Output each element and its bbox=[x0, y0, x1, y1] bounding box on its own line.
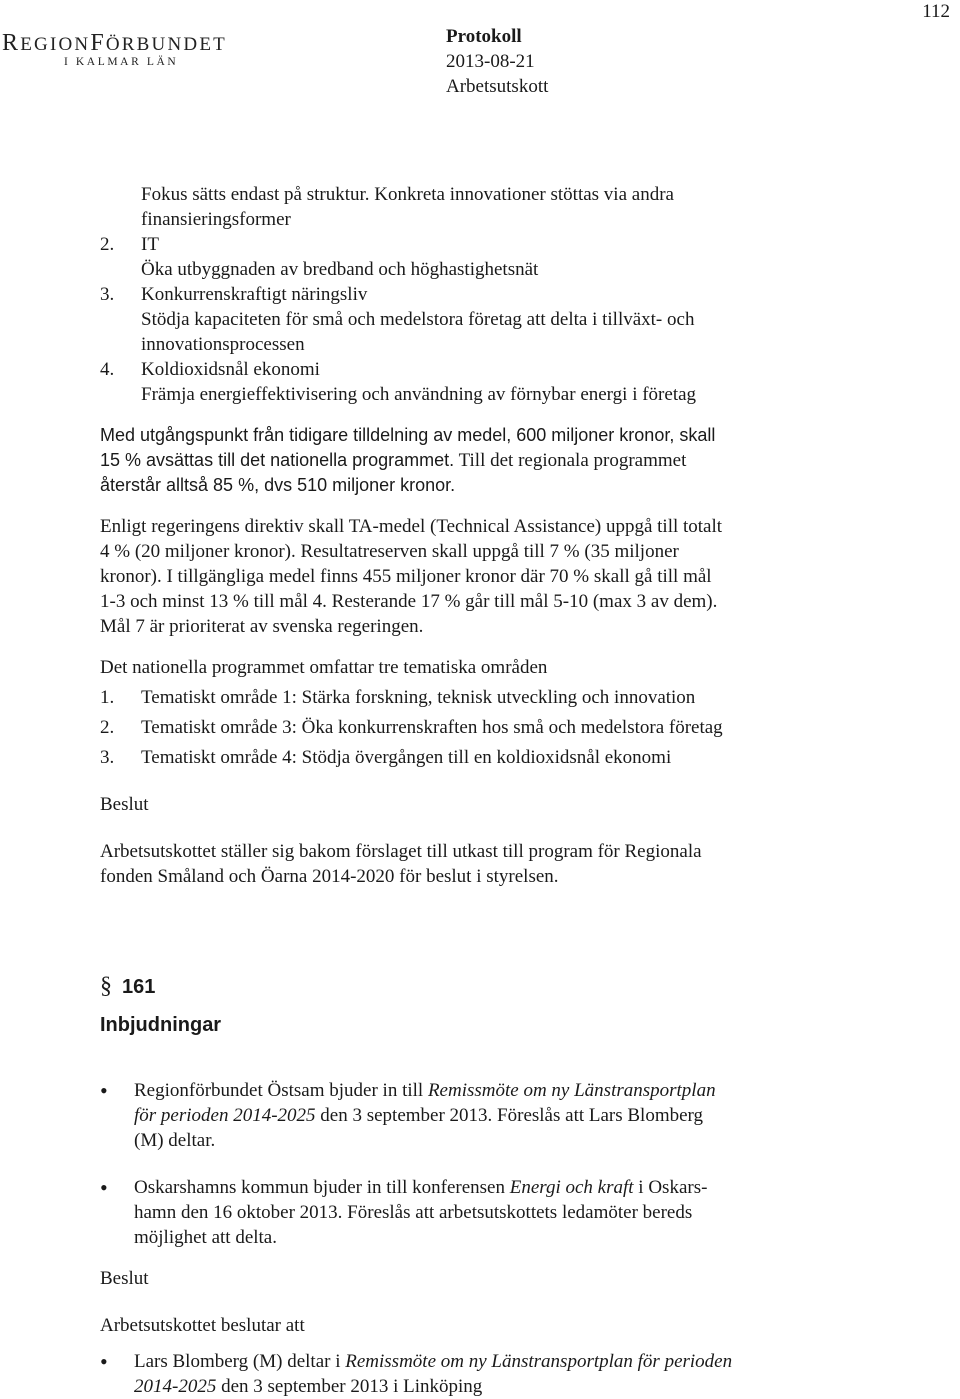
theme-item: 3. Tematiskt område 4: Stödja övergången till en koldioxidsnål ekonomi bbox=[100, 747, 672, 768]
document-type: Protokoll bbox=[446, 26, 522, 47]
document-content bbox=[100, 182, 860, 1399]
list-item: 4. Koldioxidsnål ekonomi Främja energieffektivisering och användning av förnybar energi i företag bbox=[100, 359, 697, 405]
page-number: 112 bbox=[922, 1, 950, 22]
theme-item: 2. Tematiskt område 3: Öka konkurrenskraften hos små och medelstora företag bbox=[100, 717, 723, 738]
bullet-icon: • bbox=[100, 1078, 108, 1103]
paragraph-allocation: Med utgångspunkt från tidigare tilldelning av medel, 600 miljoner kronor, skall 15 % avsättas till det nationella programmet. Till det regionala programmet återstår alltså 85 %, dvs 510 miljoner kronor. bbox=[100, 425, 716, 495]
logo-region: I KALMAR LÄN bbox=[64, 56, 179, 68]
themes-intro: Det nationella programmet omfattar tre tematiska områden bbox=[100, 657, 548, 678]
organization-logo bbox=[2, 30, 227, 69]
list-item: 2. IT Öka utbyggnaden av bredband och höghastighetsnät bbox=[100, 234, 539, 280]
beslut-heading: Beslut bbox=[100, 1268, 149, 1289]
paragraph-themes bbox=[100, 655, 860, 770]
priority-list bbox=[100, 182, 860, 407]
document-date: 2013-08-21 bbox=[446, 51, 535, 72]
theme-item: 1. Tematiskt område 1: Stärka forskning, teknisk utveckling och innovation bbox=[100, 687, 696, 708]
bullet-icon: • bbox=[100, 1349, 108, 1374]
list-item: 3. Konkurrenskraftigt näringsliv Stödja kapaciteten för små och medelstora företag att delta i tillväxt- och innovationsprocessen bbox=[100, 284, 695, 355]
paragraph-ta-funds: Enligt regeringens direktiv skall TA-medel (Technical Assistance) uppgå till totalt 4 % (20 miljoner kronor). Resultatreserven skall uppgå till 7 % (35 miljoner kronor). I tillgängliga medel finns 455 miljoner kronor där 70 % skall gå till mål 1-3 och minst 13 % till mål 4. Resterande 17 % går till mål 5-10 (max 3 av dem). Mål 7 är prioriterat av svenska regeringen. bbox=[100, 516, 723, 637]
beslut-text: Arbetsutskottet ställer sig bakom förslaget till utkast till program för Regionala fonden Småland och Öarna 2014-2020 för beslut i styrelsen. bbox=[100, 841, 702, 887]
bullet-icon: • bbox=[100, 1175, 108, 1200]
document-body: Arbetsutskott bbox=[446, 76, 549, 97]
beslut-text: Arbetsutskottet beslutar att bbox=[100, 1315, 305, 1336]
list-intro-line: finansieringsformer bbox=[141, 209, 291, 230]
document-header bbox=[446, 24, 548, 99]
decision-item: • Lars Blomberg (M) deltar i Remissmöte om ny Länstransportplan för perioden 2014-2025 den 3 september 2013 i Linköping bbox=[100, 1349, 733, 1397]
list-intro-line: Fokus sätts endast på struktur. Konkreta innovationer stöttas via andra bbox=[141, 184, 674, 205]
beslut-heading: Beslut bbox=[100, 794, 149, 815]
section-number: § 161 bbox=[100, 973, 156, 999]
logo-name: REGIONFÖRBUNDET bbox=[2, 30, 227, 56]
invitation-item: • Regionförbundet Östsam bjuder in till Remissmöte om ny Länstransportplan för perioden 2014-2025 den 3 september 2013. Föreslås att Lars Blomberg (M) deltar. bbox=[100, 1078, 716, 1151]
section-title: Inbjudningar bbox=[100, 1014, 222, 1036]
invitation-item: • Oskarshamns kommun bjuder in till konferensen Energi och kraft i Oskars- hamn den 16 oktober 2013. Föreslås att arbetsutskottets ledamöter bereds möjlighet att delta. bbox=[100, 1175, 708, 1248]
